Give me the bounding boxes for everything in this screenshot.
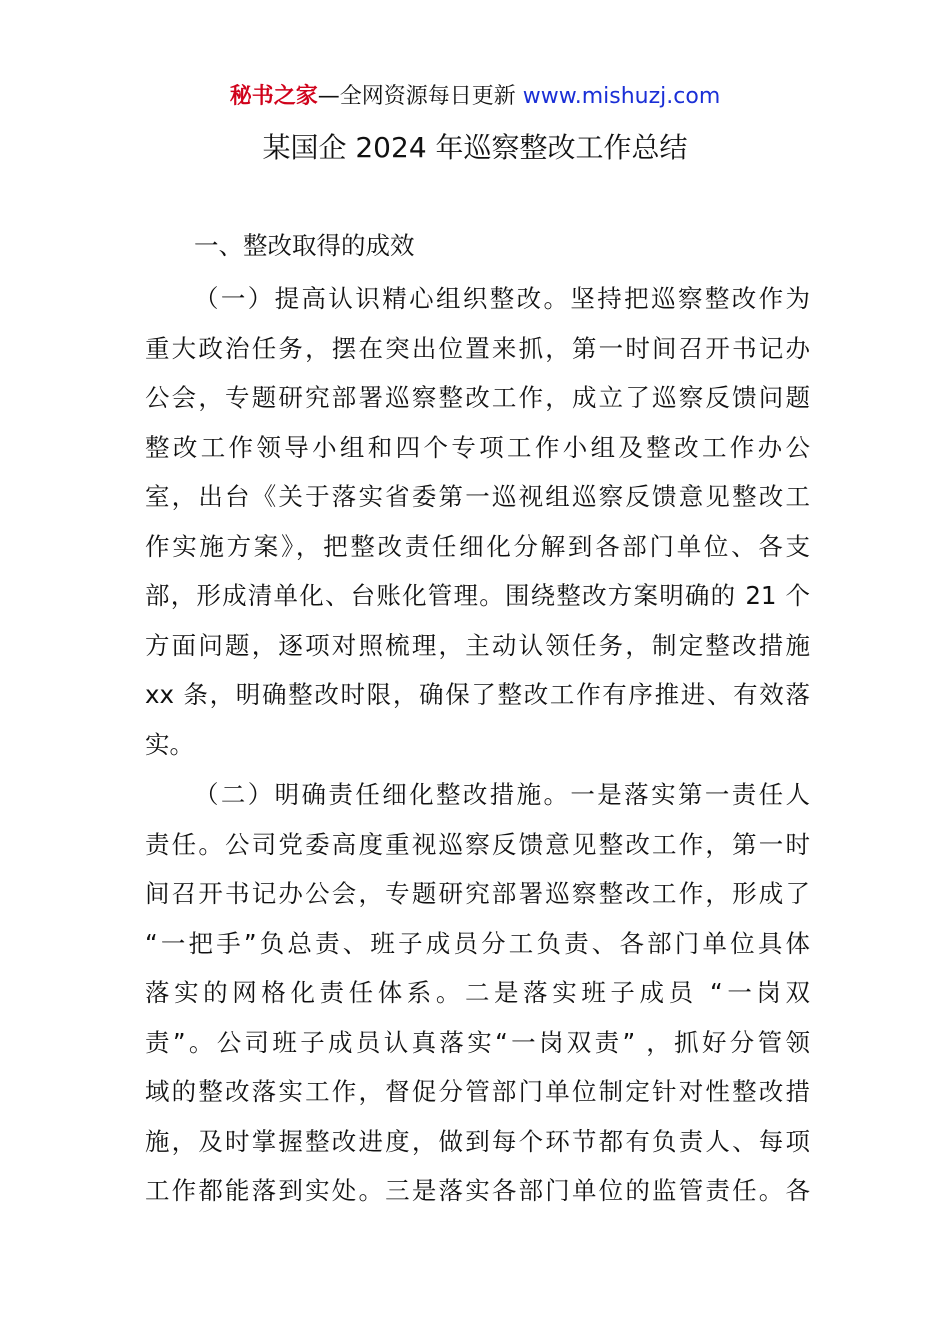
document-title: 某国企 2024 年巡察整改工作总结 [262, 131, 688, 164]
site-header [0, 80, 950, 114]
paragraph-line: 责任。公司党委高度重视巡察反馈意见整改工作，第一时 [145, 829, 810, 859]
paragraph-line: 公会，专题研究部署巡察整改工作，成立了巡察反馈问题 [145, 383, 810, 412]
paragraph-1 [145, 274, 810, 769]
paragraph-line: 方面问题，逐项对照梳理，主动认领任务，制定整改措施 [145, 630, 810, 660]
paragraph-line: 域的整改落实工作，督促分管部门单位制定针对性整改措 [145, 1077, 810, 1106]
site-url-link[interactable]: www.mishuzj.com [522, 84, 721, 109]
paragraph-line: 室，出台《关于落实省委第一巡视组巡察反馈意见整改工 [145, 482, 810, 511]
paragraph-line: （一）提高认识精心组织整改。坚持把巡察整改作为 [194, 284, 810, 313]
paragraph-line: 作实施方案》，把整改责任细化分解到各部门单位、各支 [145, 531, 810, 561]
paragraph-line: 实。 [145, 729, 194, 759]
paragraph-line: 责”。公司班子成员认真落实“一岗双责” ，抓好分管领 [145, 1027, 810, 1057]
paragraph-line: 整改工作领导小组和四个专项工作小组及整改工作办公 [145, 432, 810, 462]
paragraph-line: “一把手”负总责、班子成员分工负责、各部门单位具体 [145, 928, 810, 958]
paragraph-line: xx 条，明确整改时限，确保了整改工作有序推进、有效落 [145, 680, 810, 709]
paragraph-line: （二）明确责任细化整改措施。一是落实第一责任人 [194, 780, 810, 809]
paragraph-line: 部，形成清单化、台账化管理。围绕整改方案明确的 21 个 [145, 581, 810, 610]
paragraph-2 [145, 770, 810, 1216]
paragraph-line: 施，及时掌握整改进度，做到每个环节都有负责人、每项 [145, 1126, 810, 1156]
paragraph-line: 重大政治任务，摆在突出位置来抓，第一时间召开书记办 [145, 333, 810, 363]
paragraph-line: 落实的网格化责任体系。二是落实班子成员 “一岗双 [145, 978, 810, 1007]
paragraph-line: 工作都能落到实处。三是落实各部门单位的监管责任。各 [145, 1176, 810, 1205]
site-slogan: —全网资源每日更新 [317, 84, 523, 109]
section-heading: 一、整改取得的成效 [194, 231, 415, 260]
paragraph-line: 间召开书记办公会，专题研究部署巡察整改工作，形成了 [145, 879, 810, 908]
site-brand: 秘书之家 [229, 84, 318, 109]
